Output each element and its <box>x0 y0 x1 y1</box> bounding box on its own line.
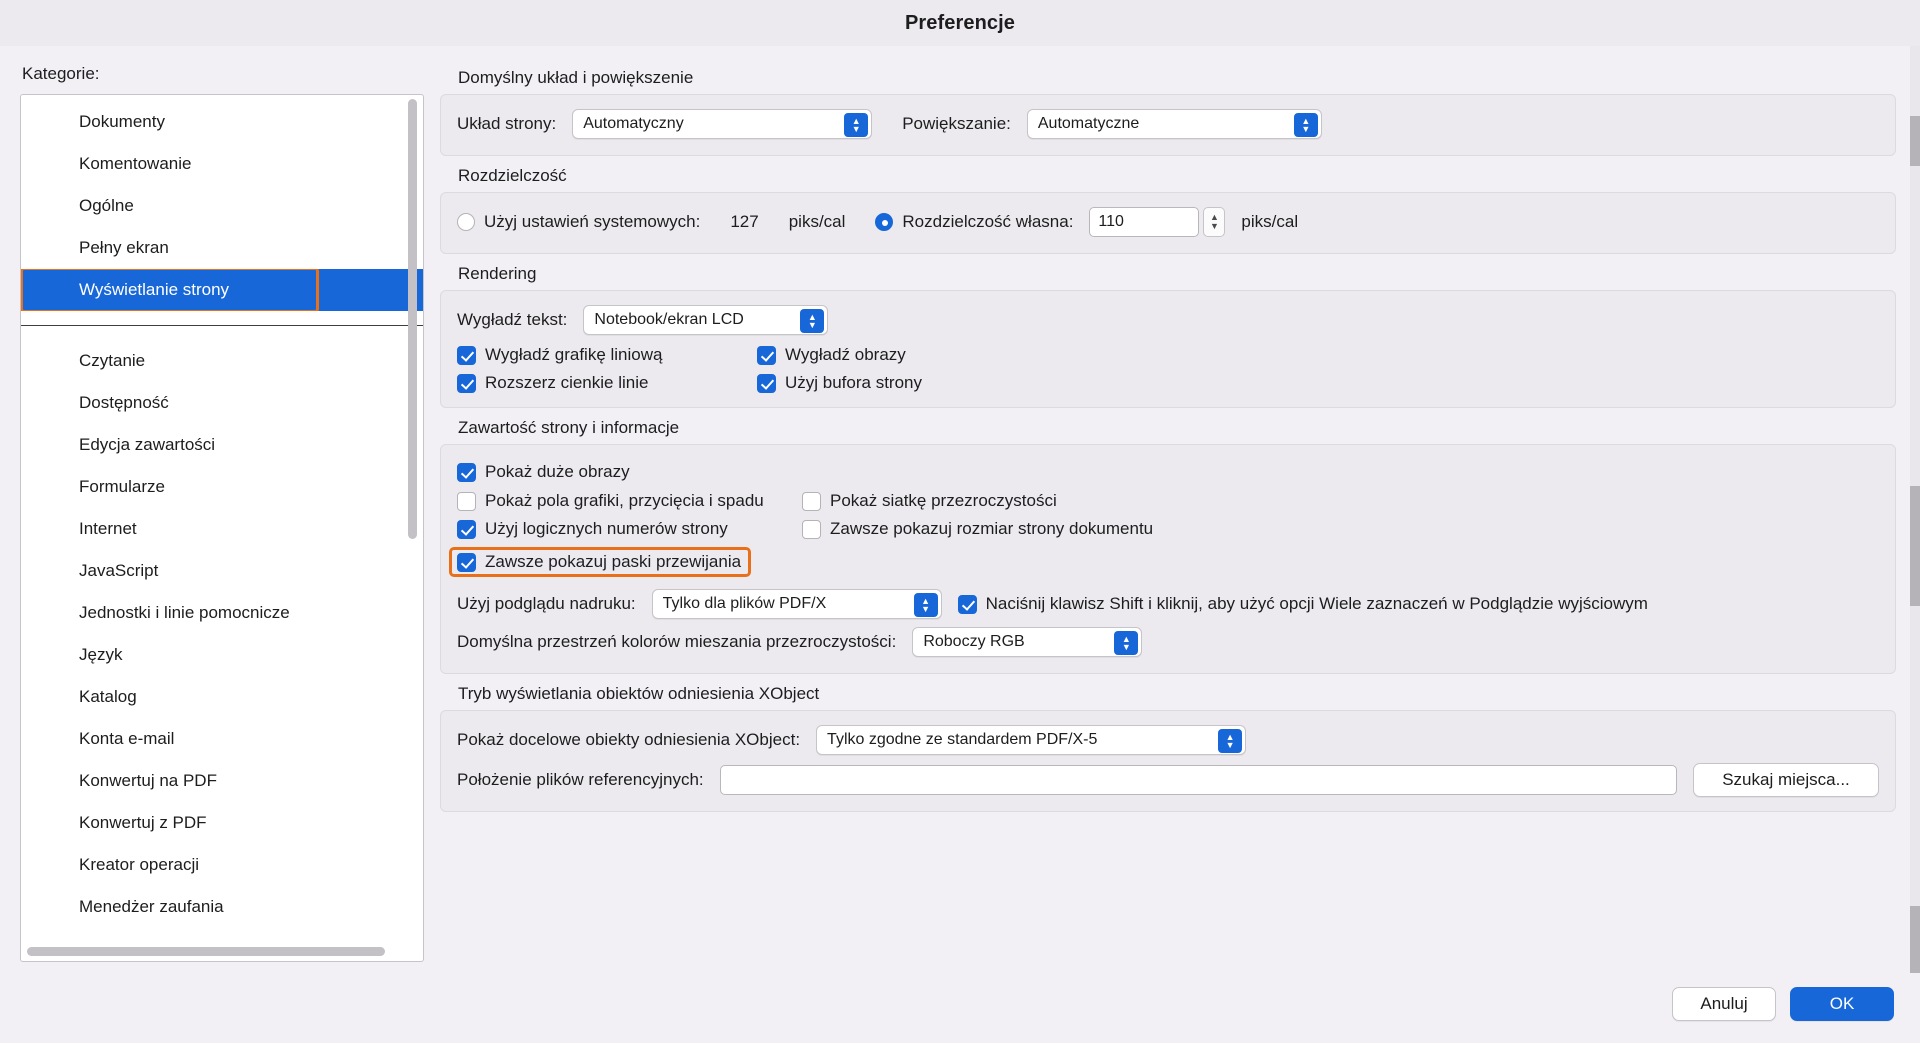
sidebar-item-internet[interactable]: Internet <box>79 519 137 538</box>
smooth-line-art-label: Wygładź grafikę liniową <box>485 345 663 364</box>
background-window-edge <box>1910 46 1920 973</box>
xobject-target-select[interactable] <box>816 725 1246 755</box>
system-resolution-value: 127 <box>730 212 759 231</box>
custom-resolution-label: Rozdzielczość własna: <box>902 212 1074 231</box>
overprint-preview-value: Tylko dla plików PDF/X <box>662 595 827 612</box>
smooth-text-select[interactable] <box>583 305 828 335</box>
checkbox-box <box>457 520 476 539</box>
overprint-preview-select[interactable] <box>652 589 942 619</box>
system-resolution-label: Użyj ustawień systemowych: <box>484 212 701 231</box>
always-show-scrollbars-checkbox[interactable] <box>457 552 741 572</box>
page-content-group-box <box>440 444 1896 674</box>
blending-color-space-label: Domyślna przestrzeń kolorów mieszania przezroczystości: <box>457 632 897 651</box>
show-transparency-grid-checkbox[interactable] <box>802 491 1879 511</box>
checkbox-box <box>757 346 776 365</box>
page-layout-select[interactable] <box>572 109 872 139</box>
reference-files-location-input[interactable] <box>720 765 1677 795</box>
scrollbar-thumb[interactable] <box>27 947 385 956</box>
smooth-line-art-checkbox[interactable] <box>457 345 757 365</box>
always-show-document-page-size-label: Zawsze pokazuj rozmiar strony dokumentu <box>830 519 1154 538</box>
sidebar-item-konwertuj-na-pdf[interactable]: Konwertuj na PDF <box>79 771 217 790</box>
custom-resolution-input[interactable]: 110 <box>1089 207 1199 237</box>
sidebar-item-konwertuj-z-pdf[interactable]: Konwertuj z PDF <box>79 813 207 832</box>
chevron-updown-icon: ▲ ▼ <box>844 113 868 137</box>
window-titlebar <box>0 0 1920 46</box>
resolution-group <box>440 158 1896 254</box>
dialog-body <box>0 46 1920 973</box>
shift-click-multiple-selection-label: Naciśnij klawisz Shift i kliknij, aby użyć opcji Wiele zaznaczeń w Podglądzie wyjściowym <box>985 594 1648 613</box>
always-show-document-page-size-checkbox[interactable] <box>802 519 1879 539</box>
show-large-images-label: Pokaż duże obrazy <box>485 462 630 481</box>
xobject-group-title: Tryb wyświetlania obiektów odniesienia XObject <box>458 684 820 703</box>
sidebar-item-dostepnosc[interactable]: Dostępność <box>79 393 169 412</box>
xobject-target-label: Pokaż docelowe obiekty odniesienia XObject: <box>457 730 801 749</box>
always-show-scrollbars-highlight <box>449 547 751 577</box>
overprint-preview-label: Użyj podglądu nadruku: <box>457 594 636 613</box>
xobject-group-box <box>440 710 1896 812</box>
show-transparency-grid-label: Pokaż siatkę przezroczystości <box>830 491 1057 510</box>
default-layout-group <box>440 60 1896 156</box>
sidebar-item-katalog[interactable]: Katalog <box>79 687 137 706</box>
sidebar-item-menedzer-zaufania[interactable]: Menedżer zaufania <box>79 897 224 916</box>
page-content-group-title: Zawartość strony i informacje <box>458 418 680 437</box>
dialog-footer <box>0 973 1920 1043</box>
blending-color-space-select[interactable] <box>912 627 1142 657</box>
checkbox-box <box>457 463 476 482</box>
default-layout-group-box <box>440 94 1896 156</box>
shift-click-multiple-selection-checkbox[interactable] <box>958 594 1648 614</box>
resolution-group-title: Rozdzielczość <box>458 166 567 185</box>
checkbox-box <box>958 595 977 614</box>
page-layout-label: Układ strony: <box>457 114 557 133</box>
system-resolution-unit: piks/cal <box>788 212 846 231</box>
window-title: Preferencje <box>904 11 1016 34</box>
sidebar-item-ogolne[interactable]: Ogólne <box>79 196 134 215</box>
use-logical-page-numbers-checkbox[interactable] <box>457 519 802 539</box>
sidebar-item-edycja-zawartosci[interactable]: Edycja zawartości <box>79 435 216 454</box>
blending-color-space-value: Roboczy RGB <box>923 633 1025 650</box>
chevron-updown-icon: ▲ ▼ <box>1114 631 1138 655</box>
checkbox-box <box>457 553 476 572</box>
categories-vertical-scrollbar[interactable] <box>408 99 417 935</box>
zoom-label: Powiększanie: <box>902 114 1011 133</box>
checkbox-box <box>802 492 821 511</box>
sidebar-item-kreator-operacji[interactable]: Kreator operacji <box>79 855 200 874</box>
rendering-group <box>440 256 1896 408</box>
cancel-button[interactable]: Anuluj <box>1672 987 1776 1021</box>
sidebar-item-pelny-ekran[interactable]: Pełny ekran <box>79 238 169 257</box>
checkbox-box <box>457 346 476 365</box>
sidebar-item-czytanie[interactable]: Czytanie <box>79 351 146 370</box>
zoom-select[interactable] <box>1027 109 1322 139</box>
sidebar-item-formularze[interactable]: Formularze <box>79 477 165 496</box>
show-art-boxes-label: Pokaż pola grafiki, przycięcia i spadu <box>485 491 764 510</box>
smooth-text-label: Wygładź tekst: <box>457 310 568 329</box>
custom-resolution-stepper[interactable]: ▲ ▼ <box>1203 207 1225 237</box>
sidebar-item-jednostki-i-linie-pomocnicze[interactable]: Jednostki i linie pomocnicze <box>79 603 290 622</box>
use-page-cache-label: Użyj bufora strony <box>785 373 922 392</box>
chevron-updown-icon: ▲ ▼ <box>800 309 824 333</box>
sidebar-item-javascript[interactable]: JavaScript <box>79 561 159 580</box>
sidebar-item-konta-email[interactable]: Konta e-mail <box>79 729 175 748</box>
sidebar-item-jezyk[interactable]: Język <box>79 645 123 664</box>
xobject-target-value: Tylko zgodne ze standardem PDF/X-5 <box>827 731 1098 748</box>
browse-location-button[interactable]: Szukaj miejsca... <box>1693 763 1879 797</box>
use-logical-page-numbers-label: Użyj logicznych numerów strony <box>485 519 728 538</box>
checkbox-box <box>802 520 821 539</box>
use-page-cache-checkbox[interactable] <box>757 373 1879 393</box>
chevron-updown-icon: ▲ ▼ <box>1218 729 1242 753</box>
sidebar-separator <box>21 325 423 326</box>
sidebar-item-komentowanie[interactable]: Komentowanie <box>79 154 192 173</box>
smooth-images-checkbox[interactable] <box>757 345 1879 365</box>
rendering-group-title: Rendering <box>458 264 537 283</box>
always-show-scrollbars-label: Zawsze pokazuj paski przewijania <box>485 552 742 571</box>
smooth-text-value: Notebook/ekran LCD <box>594 311 744 328</box>
resolution-group-box <box>440 192 1896 254</box>
zoom-value: Automatyczne <box>1037 115 1140 132</box>
smooth-images-label: Wygładź obrazy <box>785 345 906 364</box>
categories-panel <box>0 46 430 973</box>
categories-scroll-content <box>21 95 423 943</box>
checkbox-box <box>757 374 776 393</box>
default-layout-group-title: Domyślny układ i powiększenie <box>458 68 694 87</box>
checkbox-box <box>457 374 476 393</box>
categories-label: Kategorie: <box>22 64 100 83</box>
settings-panel <box>430 46 1920 973</box>
checkbox-box <box>457 492 476 511</box>
sidebar-item-dokumenty[interactable]: Dokumenty <box>79 112 165 131</box>
sidebar-item-wyswietlanie-strony[interactable]: Wyświetlanie strony <box>21 269 423 311</box>
categories-horizontal-scrollbar[interactable] <box>27 947 401 956</box>
show-large-images-checkbox[interactable] <box>457 462 630 482</box>
reference-files-location-label: Położenie plików referencyjnych: <box>457 770 704 789</box>
scrollbar-thumb[interactable] <box>408 99 417 539</box>
ok-button[interactable]: OK <box>1790 987 1894 1021</box>
page-layout-value: Automatyczny <box>583 115 684 132</box>
categories-list[interactable] <box>20 94 424 962</box>
enhance-thin-lines-checkbox[interactable] <box>457 373 757 393</box>
show-art-boxes-checkbox[interactable] <box>457 491 802 511</box>
custom-resolution-unit: piks/cal <box>1241 212 1299 231</box>
page-content-group <box>440 410 1896 674</box>
enhance-thin-lines-label: Rozszerz cienkie linie <box>485 373 649 392</box>
custom-resolution-radio[interactable] <box>875 213 893 231</box>
chevron-updown-icon: ▲ ▼ <box>1294 113 1318 137</box>
chevron-updown-icon: ▲ ▼ <box>914 593 938 617</box>
xobject-group <box>440 676 1896 812</box>
system-resolution-radio[interactable] <box>457 213 475 231</box>
rendering-group-box <box>440 290 1896 408</box>
